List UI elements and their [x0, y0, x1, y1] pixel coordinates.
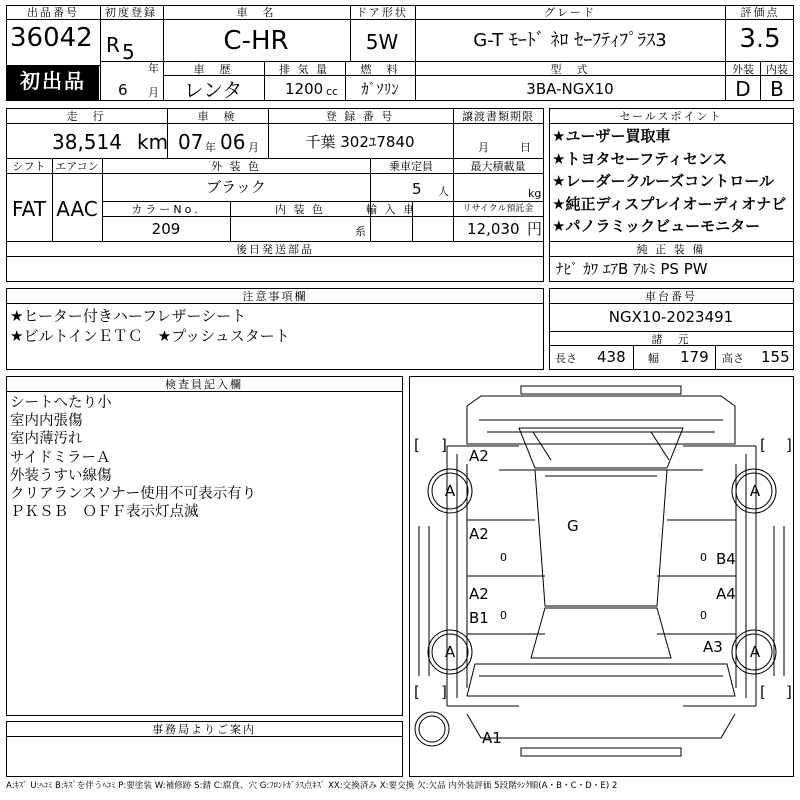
grade: G-T ﾓｰﾄﾞ ﾈﾛ ｾｰﾌﾃｨﾌﾟﾗｽ3 [473, 30, 667, 51]
chassis-number-label: 車台番号 [645, 290, 697, 303]
inspector-note-item: 外装うすい線傷 [10, 467, 112, 484]
bracket-right-front-close: ] [786, 436, 792, 454]
width-label: 幅 [648, 352, 659, 365]
recycle-fee-label: リサイクル預託金 [462, 204, 534, 214]
interior-grade-label: 内装 [766, 63, 788, 76]
color-no-label: カラーNo. [131, 203, 201, 216]
interior-color-label: 内 装 色 [275, 203, 325, 216]
mark-roof: G [567, 517, 579, 535]
car-history: レンタ [183, 78, 243, 102]
car-name-label: 車 名 [236, 6, 276, 19]
rear-window-outline [531, 608, 671, 658]
color-number: 209 [151, 220, 181, 238]
exterior-color-label: 外 装 色 [211, 160, 261, 173]
rear-bumper-outline [521, 748, 681, 756]
legend: A:ｷｽﾞ U:ﾍｺﾐ B:ｷｽﾞを伴うﾍｺﾐ P:要塗装 W:補修跡 S:錆 C:腐食、穴 G:ﾌﾛﾝﾄｶﾞﾗｽ点ｷｽﾞ XX:交換済み X:要交換 欠:欠品 内外装評価 5段階ﾗﾝｸ順(A・B・C・D・E) 2 [6, 781, 618, 791]
registration-month: 6 [118, 81, 128, 99]
transfer-deadline-label: 譲渡書類期限 [462, 110, 534, 123]
mark-right-front-zero: 0 [700, 551, 707, 564]
registration-year: 5 [122, 40, 135, 64]
door-type: 5W [365, 30, 399, 54]
year-unit: 年 [148, 62, 159, 75]
caution-line-2: ★ビルトインＥＴＣ ★プッシュスタート [10, 327, 290, 345]
air-conditioner: AAC [56, 197, 98, 221]
shift: FAT [11, 197, 47, 221]
cautions-label: 注意事項欄 [242, 290, 308, 303]
model-code-label: 型 式 [550, 63, 590, 76]
mileage: 38,514 [52, 130, 122, 154]
mark-left-front-zero: 0 [500, 551, 507, 564]
mark-front-right-tire: A [749, 482, 761, 500]
displacement-unit: cc [326, 85, 339, 98]
history-label: 車 歴 [193, 63, 233, 76]
capacity-label: 乗車定員 [389, 160, 433, 173]
later-parts-label: 後日発送部品 [236, 243, 314, 256]
chassis-number: NGX10-2023491 [608, 308, 734, 326]
score-label: 評価点 [740, 6, 780, 19]
max-load-unit: kg [528, 187, 542, 200]
exterior-grade: D [735, 77, 751, 101]
sales-point-item: ★パノラミックビューモニター [552, 217, 761, 235]
sales-points-label: セールスポイント [619, 110, 723, 123]
inspection-month: 06 [220, 130, 246, 154]
mark-rear-right-tire: A [749, 643, 761, 661]
front-bumper-outline [521, 386, 681, 394]
first-listing-text: 初出品 [20, 69, 86, 93]
inspector-note-item: 室内薄汚れ [10, 431, 83, 448]
era: R [106, 33, 120, 57]
evaluation-score: 3.5 [739, 24, 781, 54]
inspector-note-item: ＰＫＳＢ ＯＦＦ表示灯点滅 [10, 504, 199, 521]
door-type-label: ドア形状 [356, 6, 408, 19]
sales-point-item: ★純正ディスプレイオーディオナビ [552, 194, 787, 213]
spare-tire-circle [415, 712, 449, 746]
mark-rear-left-tire: A [444, 643, 456, 661]
mileage-unit: km [137, 130, 169, 154]
recycle-fee: 12,030 [467, 220, 520, 238]
car-name: C-HR [223, 26, 289, 56]
transfer-month-unit: 月 [478, 141, 489, 154]
month-unit: 月 [148, 86, 159, 99]
height-label: 高さ [722, 352, 744, 365]
width: 179 [680, 348, 709, 366]
office-notice-label: 事務局よりご案内 [152, 723, 256, 736]
car-diagram [409, 376, 794, 777]
bracket-right-front-open: [ [760, 436, 766, 454]
displacement-label: 排 気 量 [279, 63, 329, 76]
mark-right-rear-quarter: A4 [716, 585, 736, 603]
length: 438 [597, 348, 626, 366]
first-registration-label: 初度登録 [105, 6, 157, 19]
interior-grade: B [770, 77, 784, 101]
exterior-grade-label: 外装 [732, 63, 754, 76]
model-code: 3BA-NGX10 [526, 80, 614, 98]
sales-point-item: ★トヨタセーフティセンス [552, 149, 728, 168]
height: 155 [761, 348, 790, 366]
capacity-unit: 人 [438, 185, 449, 198]
mark-rear-bumper: A1 [482, 729, 502, 747]
lot-number-label: 出品番号 [27, 6, 79, 19]
mark-right-rear-door: B4 [716, 550, 736, 568]
grade-label: グレード [544, 6, 596, 19]
specs-label: 諸 元 [651, 333, 691, 346]
sales-point-item: ★レーダークルーズコントロール [552, 172, 774, 190]
caution-line-1: ★ヒーター付きハーフレザーシート [10, 307, 247, 325]
length-label: 長さ [555, 352, 577, 365]
recycle-fee-unit: 円 [527, 220, 543, 238]
interior-color-unit: 系 [355, 225, 366, 238]
fuel: ｶﾞｿﾘﾝ [361, 80, 399, 98]
inspection-year-unit: 年 [205, 141, 216, 154]
bracket-right-rear-open: [ [760, 683, 766, 701]
fuel-label: 燃 料 [360, 63, 400, 76]
bracket-left-rear-close: ] [441, 683, 447, 701]
inspection-year: 07 [178, 130, 204, 154]
mark-right-rear-zero: 0 [700, 609, 707, 622]
bracket-right-rear-close: ] [786, 683, 792, 701]
mark-left-rear-door-b: B1 [469, 609, 489, 627]
inspection-label: 車 検 [197, 110, 237, 123]
mark-front-left-tire: A [444, 482, 456, 500]
mark-rear-right-fender: A3 [703, 638, 723, 656]
mark-front-left-fender: A2 [469, 447, 489, 465]
registration-label: 登 録 番 号 [325, 110, 395, 123]
inspector-note-item: クリアランスソナー使用不可表示有り [10, 486, 257, 502]
displacement: 1200 [285, 80, 324, 98]
inspector-note-item: シートへたり小 [10, 395, 112, 411]
lot-number: 36042 [10, 23, 93, 53]
roof-outline [535, 470, 667, 606]
inspector-note-item: 室内内張傷 [10, 413, 83, 430]
mileage-label: 走 行 [66, 110, 106, 123]
standard-equipment: ﾅﾋﾞ ｶﾜ ｴｱB ｱﾙﾐ PS PW [556, 260, 708, 278]
bracket-left-front-open: [ [414, 436, 420, 454]
shift-label: シフト [12, 160, 46, 173]
bracket-left-front-close: ] [441, 436, 447, 454]
bracket-left-rear-open: [ [414, 683, 420, 701]
max-load-label: 最大積載量 [470, 160, 526, 173]
inspection-month-unit: 月 [248, 141, 259, 154]
exterior-color: ブラック [206, 178, 266, 196]
trunk-outline [467, 664, 735, 696]
sales-point-item: ★ユーザー買取車 [552, 127, 671, 145]
mark-left-rear-door-a: A2 [469, 585, 489, 603]
capacity: 5 [412, 180, 422, 198]
registration-number: 千葉 302ﾕ7840 [305, 133, 415, 151]
equipment-label: 純 正 装 備 [636, 243, 706, 256]
inspector-label: 検査員記入欄 [165, 378, 243, 391]
mark-left-rear-zero: 0 [500, 609, 507, 622]
transfer-day-unit: 日 [520, 141, 531, 154]
inspector-note-item: サイドミラーＡ [10, 449, 111, 466]
ac-label: エアコン [55, 160, 99, 173]
import-car-label: 輸 入 車 [366, 203, 416, 216]
mark-left-front-door: A2 [469, 525, 489, 543]
